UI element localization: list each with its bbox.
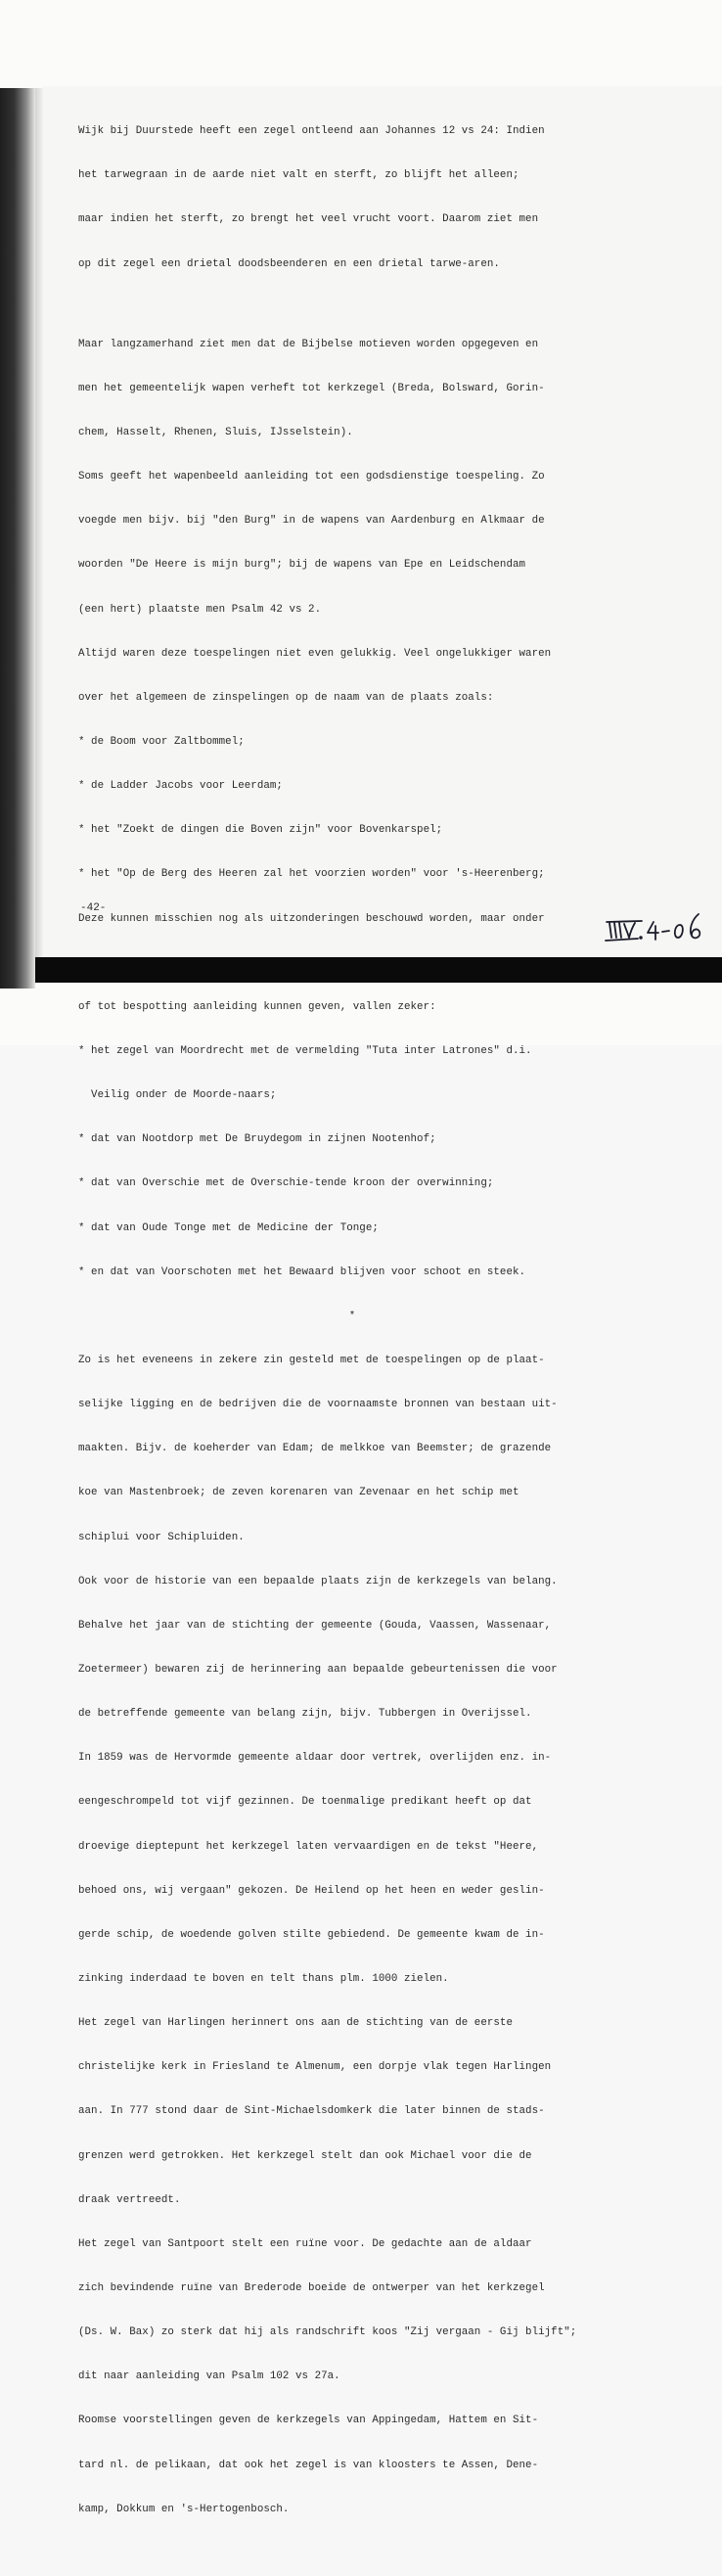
text-line: gerde schip, de woedende golven stilte gebiedend. De gemeente kwam de in- [78, 1928, 545, 1941]
text-line: kamp, Dokkum en 's-Hertogenbosch. [78, 2503, 290, 2515]
list-item: * de Boom voor Zaltbommel; [78, 736, 245, 749]
text-line: Maar langzamerhand ziet men dat de Bijbelse motieven worden opgegeven en [78, 338, 539, 350]
text-line: selijke ligging en de bedrijven die de voornaamste bronnen van bestaan uit- [78, 1399, 558, 1411]
text-line: (Ds. W. Bax) zo sterk dat hij als randschrift koos "Zij vergaan - Gij blijft"; [78, 2326, 577, 2339]
text-line: chem, Hasselt, Rhenen, Sluis, IJsselstein). [78, 427, 353, 439]
text-line: zinking inderdaad te boven en telt thans plm. 1000 zielen. [78, 1972, 449, 1985]
list-item: Veilig onder de Moorde-naars; [78, 1089, 277, 1102]
text-line: maakten. Bijv. de koeherder van Edam; de melkkoe van Beemster; de grazende [78, 1443, 552, 1455]
list-item: * en dat van Voorschoten met het Bewaard blijven voor schoot en steek. [78, 1265, 526, 1278]
text-line: In 1859 was de Hervormde gemeente aldaar door vertrek, overlijden enz. in- [78, 1752, 552, 1765]
text-line: aan. In 777 stond daar de Sint-Michaelsdomkerk die later binnen de stads- [78, 2105, 545, 2118]
list-item: * de Ladder Jacobs voor Leerdam; [78, 780, 283, 793]
text-line: Zo is het eveneens in zekere zin gesteld met de toespelingen op de plaat- [78, 1354, 545, 1366]
text-line: Altijd waren deze toespelingen niet even gelukkig. Veel ongelukkiger waren [78, 647, 552, 660]
text-line: behoed ons, wij vergaan" gekozen. De Heilend op het heen en weder geslin- [78, 1884, 545, 1897]
text-line: droevige dieptepunt het kerkzegel laten vervaardigen en de tekst "Heere, [78, 1840, 539, 1853]
typed-text-body [78, 95, 704, 2576]
scan-bottom-shadow [35, 957, 722, 983]
text-line: zich bevindende ruïne van Brederode boeide de ontwerper van het kerkzegel [78, 2281, 545, 2294]
text-line: tard nl. de pelikaan, dat ook het zegel is van kloosters te Assen, Dene- [78, 2459, 539, 2471]
paragraph-gap [78, 301, 704, 308]
text-line: over het algemeen de zinspelingen op de naam van de plaats zoals: [78, 691, 494, 704]
list-item: * dat van Overschie met de Overschie-tende kroon der overwinning; [78, 1177, 494, 1190]
text-line: dit naar aanleiding van Psalm 102 vs 27a. [78, 2370, 340, 2383]
text-line: Deze kunnen misschien nog als uitzonderingen beschouwd worden, maar onder [78, 912, 545, 925]
text-line: Behalve het jaar van de stichting der gemeente (Gouda, Vaassen, Wassenaar, [78, 1619, 552, 1632]
text-line: het tarwegraan in de aarde niet valt en sterft, zo blijft het alleen; [78, 169, 519, 182]
text-line: christelijke kerk in Friesland te Almenum, een dorpje vlak tegen Harlingen [78, 2061, 552, 2074]
text-line: grenzen werd getrokken. Het kerkzegel stelt dan ook Michael voor die de [78, 2149, 532, 2162]
handwritten-note [603, 908, 720, 947]
text-line: op dit zegel een drietal doodsbeenderen en een drietal tarwe-aren. [78, 257, 500, 270]
text-line: Ook voor de historie van een bepaalde plaats zijn de kerkzegels van belang. [78, 1575, 558, 1587]
text-line: Roomse voorstellingen geven de kerkzegels van Appingedam, Hattem en Sit- [78, 2415, 539, 2427]
text-line: eengeschrompeld tot vijf gezinnen. De toenmalige predikant heeft op dat [78, 1796, 532, 1809]
text-line: Wijk bij Duurstede heeft een zegel ontleend aan Johannes 12 vs 24: Indien [78, 125, 545, 138]
text-line: koe van Mastenbroek; de zeven korenaren van Zevenaar en het schip met [78, 1487, 519, 1499]
page-number: -42- [80, 902, 107, 914]
text-line: of tot bespotting aanleiding kunnen geven, vallen zeker: [78, 1000, 436, 1013]
text-line: (een hert) plaatste men Psalm 42 vs 2. [78, 603, 322, 616]
text-line: de betreffende gemeente van belang zijn, bijv. Tubbergen in Overijssel. [78, 1708, 532, 1721]
text-line: draak vertreedt. [78, 2193, 181, 2206]
scan-left-edge-highlight [35, 88, 43, 969]
text-line: Het zegel van Santpoort stelt een ruïne voor. De gedachte aan de aldaar [78, 2237, 532, 2250]
text-line: maar indien het sterft, zo brengt het veel vrucht voort. Daarom ziet men [78, 213, 539, 226]
scan-left-edge-shadow [0, 88, 35, 989]
text-line: Soms geeft het wapenbeeld aanleiding tot een godsdienstige toespeling. Zo [78, 471, 545, 483]
text-line: men het gemeentelijk wapen verheft tot kerkzegel (Breda, Bolsward, Gorin- [78, 382, 545, 394]
text-line: woorden "De Heere is mijn burg"; bij de wapens van Epe en Leidschendam [78, 559, 526, 572]
list-item: * dat van Nootdorp met De Bruydegom in zijnen Nootenhof; [78, 1133, 436, 1146]
section-separator: * [348, 1310, 356, 1322]
text-line: schiplui voor Schipluiden. [78, 1531, 245, 1543]
text-line [78, 2547, 704, 2561]
list-item: * het zegel van Moordrecht met de vermelding "Tuta inter Latrones" d.i. [78, 1045, 532, 1057]
text-line: voegde men bijv. bij "den Burg" in de wapens van Aardenburg en Alkmaar de [78, 515, 545, 528]
text-line: Zoetermeer) bewaren zij de herinnering aan bepaalde gebeurtenissen die voor [78, 1663, 558, 1676]
text-line: Het zegel van Harlingen herinnert ons aan de stichting van de eerste [78, 2017, 513, 2030]
list-item: * dat van Oude Tonge met de Medicine der Tonge; [78, 1221, 379, 1234]
list-item: * het "Op de Berg des Heeren zal het voorzien worden" voor 's-Heerenberg; [78, 868, 545, 881]
list-item: * het "Zoekt de dingen die Boven zijn" voor Bovenkarspel; [78, 824, 443, 837]
